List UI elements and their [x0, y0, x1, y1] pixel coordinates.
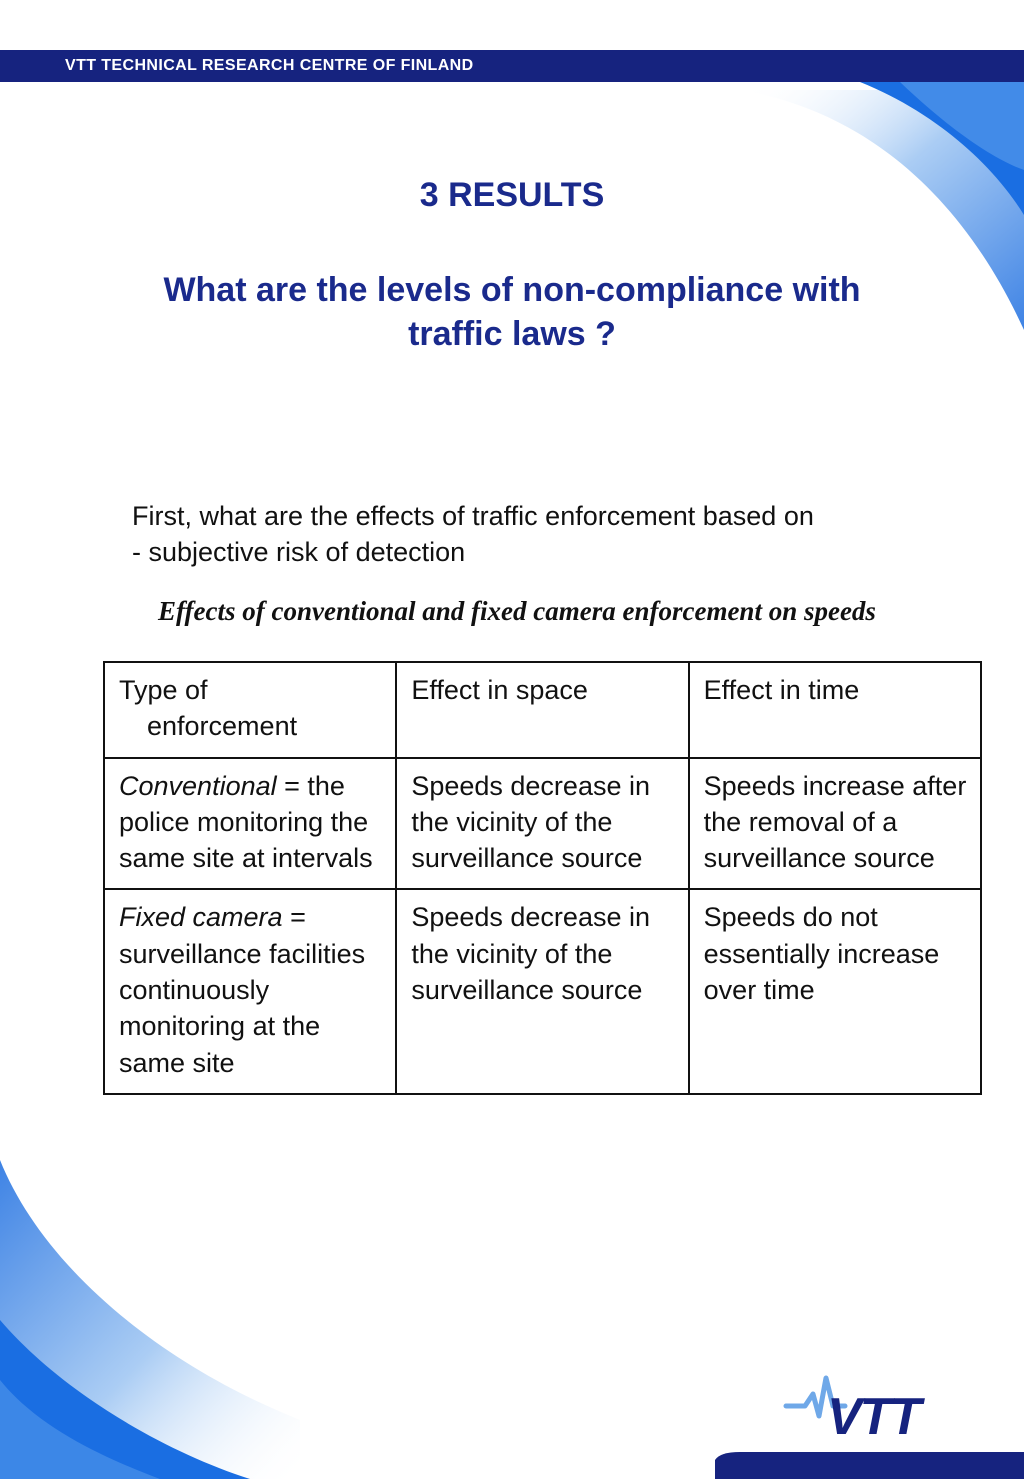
cell-effect-time: Speeds increase after the removal of a surveillance source [689, 758, 981, 890]
type-term: Fixed camera [119, 902, 283, 933]
intro-line-1: First, what are the effects of traffic enforcement based on [132, 501, 814, 531]
header-bar [0, 50, 1024, 82]
header-cell-time: Effect in time [689, 662, 981, 758]
enforcement-effects-table [103, 661, 982, 1095]
type-description: = surveillance facilities continuously monitoring at the same site [119, 902, 366, 1078]
cell-effect-time: Speeds do not essentially increase over time [689, 889, 981, 1093]
header-type-line-2: enforcement [147, 711, 298, 742]
intro-line-2: - subjective risk of detection [132, 537, 466, 567]
vtt-logo-text: VTT [827, 1388, 920, 1442]
section-title: 3 RESULTS [419, 176, 605, 214]
cell-effect-space: Speeds decrease in the vicinity of the surveillance source [396, 758, 688, 890]
type-term: Conventional [119, 770, 277, 801]
table-caption: Effects of conventional and fixed camera enforcement on speeds [158, 596, 876, 626]
header-cell-space: Effect in space [396, 662, 688, 758]
type-description: = the police monitoring the same site at intervals [119, 770, 373, 874]
header-cell-type [104, 662, 396, 758]
cell-type [104, 889, 396, 1093]
intro-text [132, 498, 814, 570]
cell-effect-space: Speeds decrease in the vicinity of the surveillance source [396, 889, 688, 1093]
organization-name: VTT TECHNICAL RESEARCH CENTRE OF FINLAND [65, 57, 474, 74]
header-type-line-1: Type of [119, 675, 208, 705]
slide-question: What are the levels of non-compliance with traffic laws ? [163, 271, 861, 353]
table-header-row [104, 662, 981, 758]
table-row [104, 889, 981, 1093]
vtt-logo [783, 1372, 963, 1442]
table-row [104, 758, 981, 890]
cell-type [104, 758, 396, 890]
